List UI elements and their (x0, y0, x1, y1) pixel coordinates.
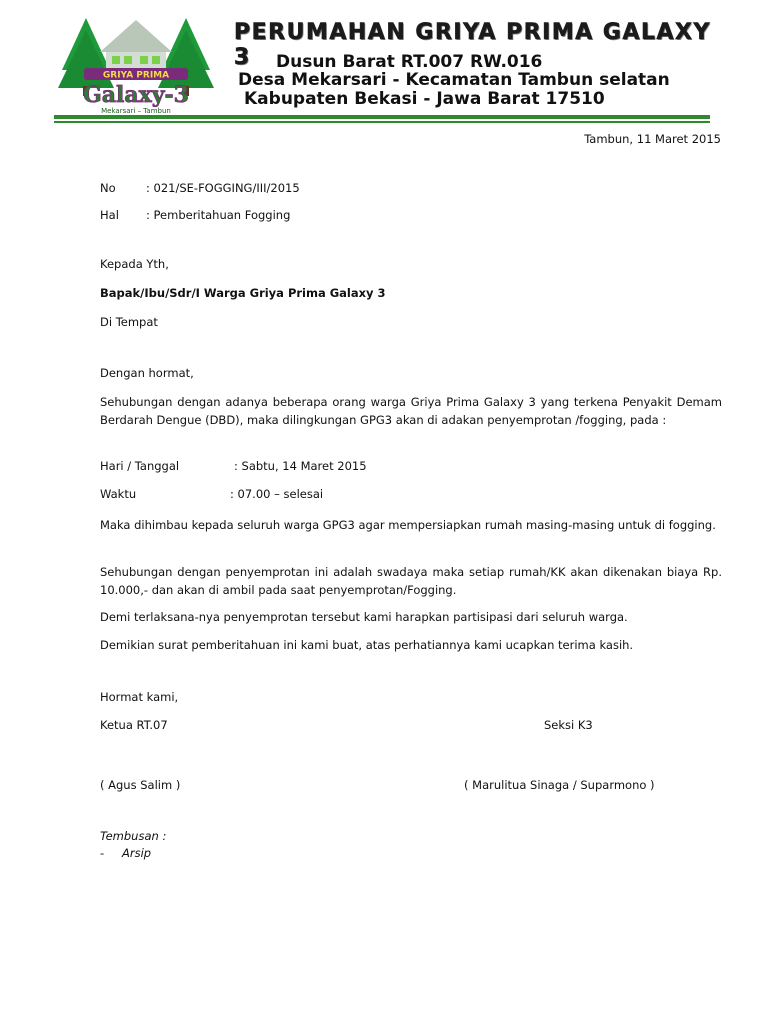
letterhead-title: PERUMAHAN GRIYA PRIMA GALAXY 3 (234, 20, 711, 70)
signer-2-name: ( Marulitua Sinaga / Suparmono ) (464, 778, 655, 792)
logo-top-text: GRIYA PRIMA (102, 70, 170, 81)
paragraph-prepare: Maka dihimbau kepada seluruh warga GPG3 agar mempersiapkan rumah masing-masing untuk di fogging. (100, 518, 716, 532)
addressee-recipient: Bapak/Ibu/Sdr/I Warga Griya Prima Galaxy 3 (100, 286, 386, 300)
letterhead-address-1: Dusun Barat RT.007 RW.016 (276, 52, 543, 72)
subject-label: Hal (100, 208, 119, 222)
paragraph-participation: Demi terlaksana-nya penyemprotan tersebut kami harapkan partisipasi dari seluruh warga. (100, 610, 628, 624)
letterhead-divider (54, 115, 710, 119)
day-value: : Sabtu, 14 Maret 2015 (234, 459, 367, 473)
paragraph-closing: Demikian surat pemberitahuan ini kami buat, atas perhatiannya kami ucapkan terima kasih. (100, 638, 634, 652)
paragraph-intro: Sehubungan dengan adanya beberapa orang warga Griya Prima Galaxy 3 yang terkena Penyakit Demam Berdarah Dengue (DBD), maka dilingkungan GPG3 akan di adakan penyemprotan /fogging, pada : (100, 395, 722, 427)
addressee-intro: Kepada Yth, (100, 257, 169, 271)
number-label: No (100, 181, 116, 195)
logo-main-text: Galaxy-3 (83, 82, 189, 108)
subject-value: : Pemberitahuan Fogging (146, 208, 291, 222)
logo-sub-text: Mekarsari – Tambun (101, 107, 171, 115)
time-label: Waktu (100, 487, 137, 501)
signer-1-name: ( Agus Salim ) (100, 778, 181, 792)
signer-1-role: Ketua RT.07 (100, 718, 168, 732)
letterhead-address-3: Kabupaten Bekasi - Jawa Barat 17510 (244, 89, 605, 109)
closing-salutation: Hormat kami, (100, 690, 179, 704)
letterhead-divider-thin (54, 121, 710, 123)
cc-label: Tembusan : (100, 829, 167, 843)
paragraph-fee: Sehubungan dengan penyemprotan ini adalah swadaya maka setiap rumah/KK akan dikenakan biaya Rp. 10.000,- dan akan di ambil pada saat penyemprotan/Fogging. (100, 565, 722, 597)
greeting: Dengan hormat, (100, 366, 194, 380)
day-label: Hari / Tanggal (100, 459, 180, 473)
place-date: Tambun, 11 Maret 2015 (584, 132, 721, 146)
letterhead-address-2: Desa Mekarsari - Kecamatan Tambun selatan (238, 70, 670, 90)
signer-2-role: Seksi K3 (544, 718, 593, 732)
cc-bullet: - (100, 846, 105, 860)
time-value: : 07.00 – selesai (230, 487, 324, 501)
cc-item: Arsip (122, 846, 152, 860)
housing-logo-icon (56, 10, 216, 120)
addressee-location: Di Tempat (100, 315, 158, 329)
number-value: : 021/SE-FOGGING/III/2015 (146, 181, 300, 195)
